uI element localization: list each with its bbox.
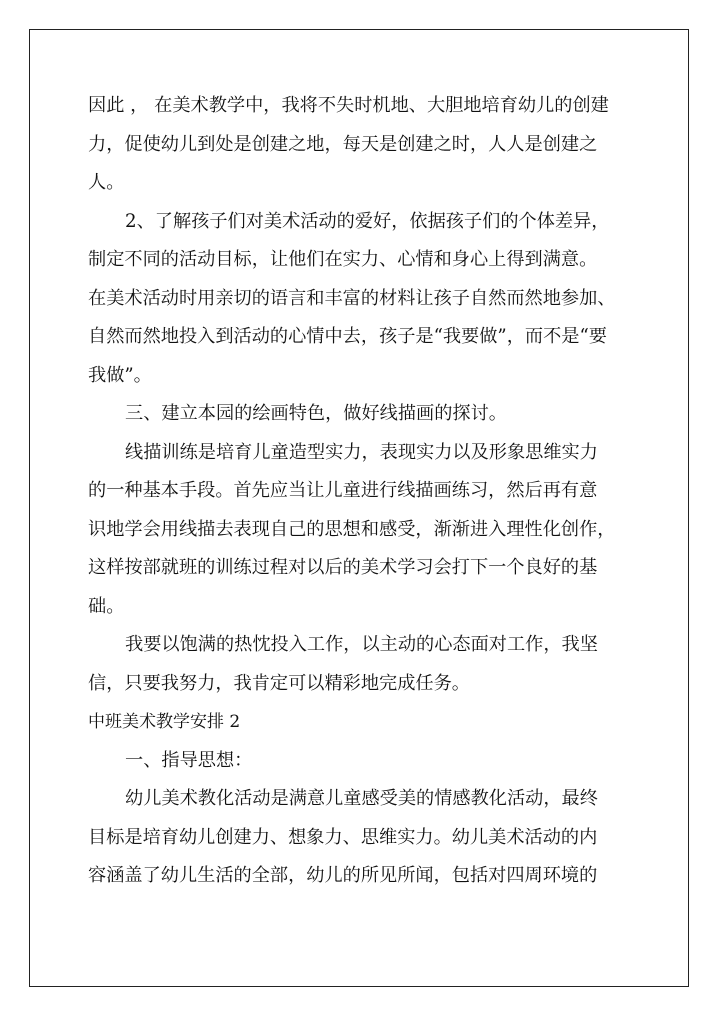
text-line-8: 我做”。: [88, 364, 152, 386]
section-heading-3: 三、建立本园的绘画特色，做好线描画的探讨。: [125, 403, 507, 424]
document-body: [88, 87, 648, 896]
text-line-7: 自然而然地投入到活动的心情中去，孩子是“我要做”，而不是“要: [88, 326, 607, 347]
text-line-14: 础。: [88, 595, 125, 617]
text-line-1: 因此 ， 在美术教学中，我将不失时机地、大胆地培育幼儿的创建: [88, 95, 609, 116]
text-line-4: 2、了解孩子们对美术活动的爱好，依据孩子们的个体差异，: [125, 210, 610, 232]
text-line-11: 的一种基本手段。首先应当让儿童进行线描画练习，然后再有意: [88, 480, 598, 501]
text-line-21: 容涵盖了幼儿生活的全部，幼儿的所见所闻，包括对四周环境的: [88, 865, 598, 886]
text-line-12: 识地学会用线描去表现自己的思想和感受，渐渐进入理性化创作，: [88, 518, 616, 540]
text-line-20: 目标是培育幼儿创建力、想象力、思维实力。幼儿美术活动的内: [88, 826, 598, 848]
text-line-16: 信，只要我努力，我肯定可以精彩地完成任务。: [88, 672, 470, 694]
section-heading-1: 一、指导思想：: [125, 749, 253, 771]
text-line-19: 幼儿美术教化活动是满意儿童感受美的情感教化活动，最终: [125, 788, 598, 809]
text-line-13: 这样按部就班的训练过程对以后的美术学习会打下一个良好的基: [88, 557, 598, 578]
text-line-6: 在美术活动时用亲切的语言和丰富的材料让孩子自然而然地参加、: [88, 287, 616, 309]
text-line-15: 我要以饱满的热忱投入工作，以主动的心态面对工作，我坚: [125, 634, 598, 655]
text-line-2: 力，促使幼儿到处是创建之地，每天是创建之时，人人是创建之: [88, 133, 598, 155]
text-line-10: 线描训练是培育儿童造型实力，表现实力以及形象思维实力: [125, 441, 598, 463]
text-line-3: 人。: [88, 172, 125, 193]
text-line-5: 制定不同的活动目标，让他们在实力、心情和身心上得到满意。: [88, 249, 598, 270]
document-title: 中班美术教学安排 2: [88, 712, 241, 732]
